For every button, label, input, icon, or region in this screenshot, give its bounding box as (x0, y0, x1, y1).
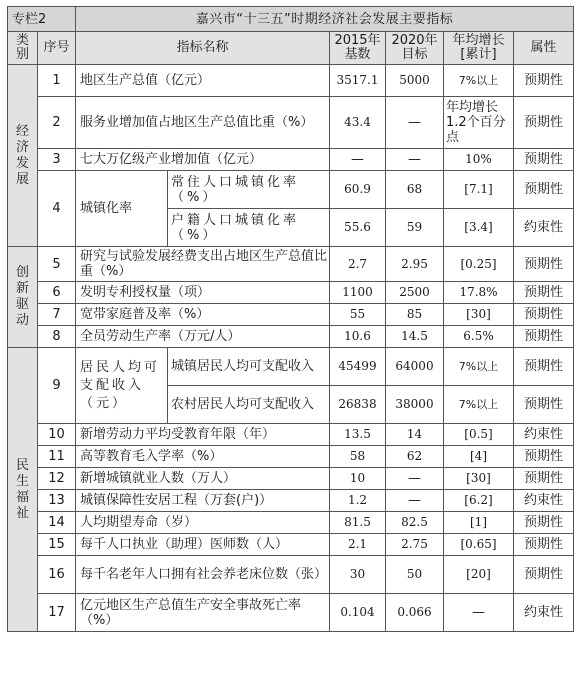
row-base: 30 (330, 556, 386, 594)
row-seq: 3 (38, 149, 76, 171)
table-row (8, 171, 574, 209)
row-attr: 约束性 (514, 594, 574, 632)
row-seq: 8 (38, 326, 76, 348)
row-base: 81.5 (330, 512, 386, 534)
indicator-table (7, 6, 574, 632)
column-header-row (8, 32, 574, 65)
row-seq: 9 (38, 348, 76, 424)
row-target: 62 (386, 446, 444, 468)
category-economy: 经济发展 (8, 65, 38, 247)
row-growth: [20] (444, 556, 514, 594)
row-subname: 户籍人口城镇化率（%） (168, 209, 330, 247)
row-name: 宽带家庭普及率（%） (76, 304, 330, 326)
row-target: — (386, 490, 444, 512)
row-name: 城镇化率 (76, 171, 168, 247)
row-base: 2.7 (330, 247, 386, 282)
row-seq: 4 (38, 171, 76, 247)
table-row (8, 446, 574, 468)
row-attr: 预期性 (514, 446, 574, 468)
row-attr: 预期性 (514, 326, 574, 348)
row-target: — (386, 149, 444, 171)
row-base: 55.6 (330, 209, 386, 247)
row-name: 每千名老年人口拥有社会养老床位数（张） (76, 556, 330, 594)
row-target: 14.5 (386, 326, 444, 348)
row-attr: 预期性 (514, 556, 574, 594)
row-growth: — (444, 594, 514, 632)
row-growth: [30] (444, 468, 514, 490)
row-base: 58 (330, 446, 386, 468)
row-growth: 7%以上 (444, 348, 514, 386)
row-growth: [0.65] (444, 534, 514, 556)
row-seq: 15 (38, 534, 76, 556)
row-attr: 预期性 (514, 282, 574, 304)
row-target: 5000 (386, 65, 444, 97)
row-name: 高等教育毛入学率（%） (76, 446, 330, 468)
row-target: 82.5 (386, 512, 444, 534)
row-seq: 1 (38, 65, 76, 97)
row-attr: 预期性 (514, 171, 574, 209)
row-growth: [4] (444, 446, 514, 468)
row-seq: 12 (38, 468, 76, 490)
row-name: 人均期望寿命（岁） (76, 512, 330, 534)
row-seq: 10 (38, 424, 76, 446)
col-attribute: 属性 (514, 32, 574, 65)
table-row (8, 490, 574, 512)
row-attr: 预期性 (514, 97, 574, 149)
table-row (8, 556, 574, 594)
row-seq: 5 (38, 247, 76, 282)
row-seq: 11 (38, 446, 76, 468)
table-row (8, 424, 574, 446)
row-attr: 约束性 (514, 209, 574, 247)
row-base: 1.2 (330, 490, 386, 512)
row-growth: [30] (444, 304, 514, 326)
col-category: 类别 (8, 32, 38, 65)
row-growth: [7.1] (444, 171, 514, 209)
row-base: 3517.1 (330, 65, 386, 97)
row-subname: 农村居民人均可支配收入 (168, 386, 330, 424)
row-growth: 7%以上 (444, 386, 514, 424)
row-attr: 预期性 (514, 304, 574, 326)
row-target: 2500 (386, 282, 444, 304)
row-seq: 7 (38, 304, 76, 326)
row-target: 50 (386, 556, 444, 594)
row-base: 45499 (330, 348, 386, 386)
row-name: 新增城镇就业人数（万人） (76, 468, 330, 490)
row-subname: 城镇居民人均可支配收入 (168, 348, 330, 386)
row-name: 居民人均可支配收入（元） (76, 348, 168, 424)
row-attr: 预期性 (514, 534, 574, 556)
row-attr: 预期性 (514, 149, 574, 171)
row-attr: 预期性 (514, 348, 574, 386)
row-attr: 预期性 (514, 65, 574, 97)
row-growth: [0.25] (444, 247, 514, 282)
category-innovation: 创新驱动 (8, 247, 38, 348)
row-target: 85 (386, 304, 444, 326)
row-base: 26838 (330, 386, 386, 424)
table-row (8, 304, 574, 326)
row-target: 64000 (386, 348, 444, 386)
row-growth: [0.5] (444, 424, 514, 446)
row-seq: 17 (38, 594, 76, 632)
row-name: 新增劳动力平均受教育年限（年） (76, 424, 330, 446)
col-growth: 年均增长[累计] (444, 32, 514, 65)
row-base: — (330, 149, 386, 171)
row-seq: 16 (38, 556, 76, 594)
row-target: — (386, 468, 444, 490)
row-seq: 14 (38, 512, 76, 534)
row-base: 10 (330, 468, 386, 490)
row-attr: 预期性 (514, 386, 574, 424)
row-target: 38000 (386, 386, 444, 424)
row-base: 10.6 (330, 326, 386, 348)
row-target: 14 (386, 424, 444, 446)
row-growth: 年均增长1.2个百分点 (444, 97, 514, 149)
row-name: 城镇保障性安居工程（万套(户)） (76, 490, 330, 512)
col-target-2020: 2020年目标 (386, 32, 444, 65)
row-name: 地区生产总值（亿元） (76, 65, 330, 97)
row-growth: [1] (444, 512, 514, 534)
row-target: 2.95 (386, 247, 444, 282)
row-growth: [3.4] (444, 209, 514, 247)
table-row (8, 512, 574, 534)
row-seq: 2 (38, 97, 76, 149)
row-attr: 约束性 (514, 490, 574, 512)
row-name: 全员劳动生产率（万元/人） (76, 326, 330, 348)
row-base: 1100 (330, 282, 386, 304)
row-target: 2.75 (386, 534, 444, 556)
table-row (8, 97, 574, 149)
table-row (8, 594, 574, 632)
row-attr: 预期性 (514, 468, 574, 490)
table-row (8, 534, 574, 556)
row-seq: 13 (38, 490, 76, 512)
row-base: 60.9 (330, 171, 386, 209)
col-seq: 序号 (38, 32, 76, 65)
row-name: 发明专利授权量（项） (76, 282, 330, 304)
table-row (8, 282, 574, 304)
col-indicator: 指标名称 (76, 32, 330, 65)
table-row (8, 65, 574, 97)
table-row (8, 247, 574, 282)
row-attr: 预期性 (514, 512, 574, 534)
table-row (8, 348, 574, 386)
table-row (8, 326, 574, 348)
row-seq: 6 (38, 282, 76, 304)
row-attr: 预期性 (514, 247, 574, 282)
row-attr: 约束性 (514, 424, 574, 446)
row-target: — (386, 97, 444, 149)
table-row (8, 149, 574, 171)
row-growth: [6.2] (444, 490, 514, 512)
row-growth: 17.8% (444, 282, 514, 304)
row-base: 13.5 (330, 424, 386, 446)
row-target: 68 (386, 171, 444, 209)
row-target: 0.066 (386, 594, 444, 632)
row-growth: 6.5% (444, 326, 514, 348)
row-growth: 10% (444, 149, 514, 171)
panel-box-label: 专栏2 (8, 7, 76, 32)
table-row (8, 468, 574, 490)
row-base: 43.4 (330, 97, 386, 149)
row-name: 研究与试验发展经费支出占地区生产总值比重（%） (76, 247, 330, 282)
col-base-2015: 2015年基数 (330, 32, 386, 65)
row-base: 0.104 (330, 594, 386, 632)
row-growth: 7%以上 (444, 65, 514, 97)
row-base: 55 (330, 304, 386, 326)
row-target: 59 (386, 209, 444, 247)
row-name: 每千人口执业（助理）医师数（人） (76, 534, 330, 556)
row-name: 七大万亿级产业增加值（亿元） (76, 149, 330, 171)
panel-title: 嘉兴市“十三五”时期经济社会发展主要指标 (76, 7, 574, 32)
row-name: 亿元地区生产总值生产安全事故死亡率（%） (76, 594, 330, 632)
row-base: 2.1 (330, 534, 386, 556)
panel-header (8, 7, 574, 32)
row-name: 服务业增加值占地区生产总值比重（%） (76, 97, 330, 149)
row-subname: 常住人口城镇化率（%） (168, 171, 330, 209)
category-welfare: 民生福祉 (8, 348, 38, 632)
